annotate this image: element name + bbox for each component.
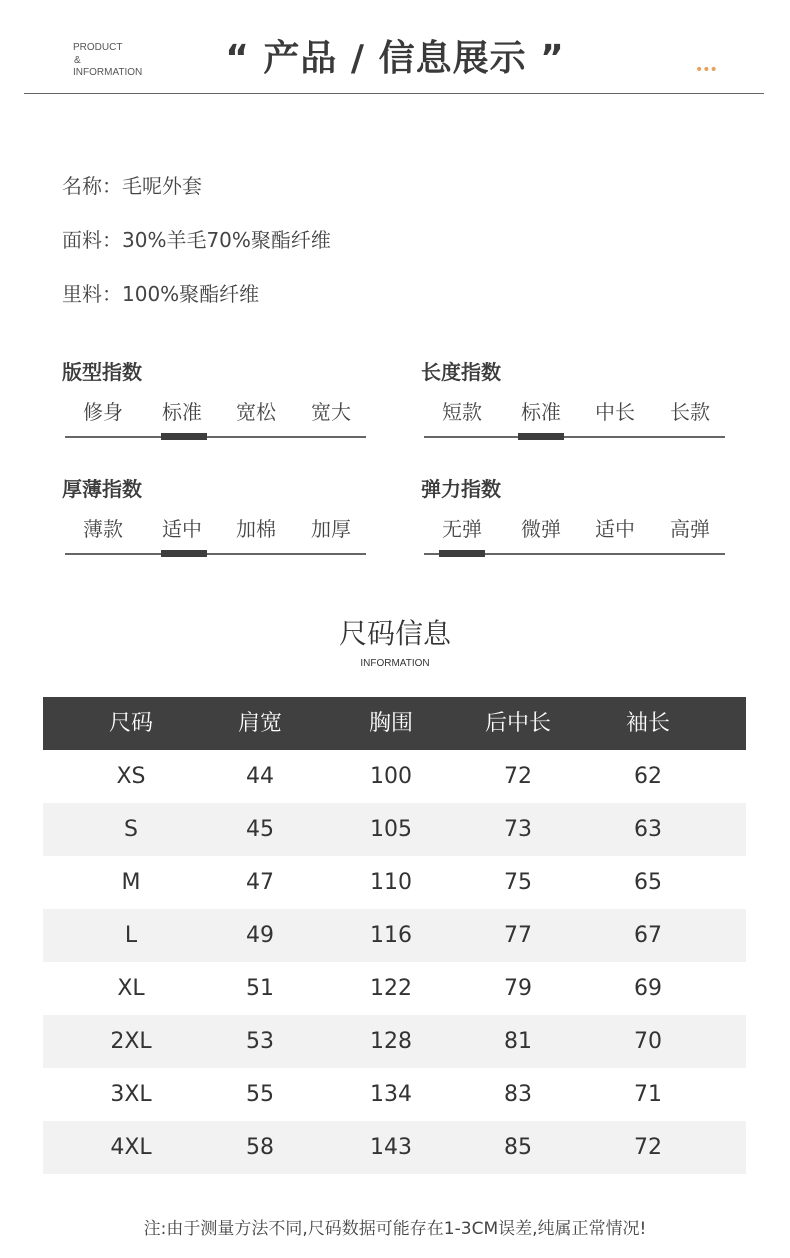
table-cell: S — [124, 817, 138, 842]
table-row — [43, 750, 746, 803]
selected-marker — [161, 433, 207, 440]
selected-marker — [439, 550, 485, 557]
brand-line-product: PRODUCT — [73, 42, 123, 53]
table-cell: M — [121, 870, 141, 895]
product-info — [62, 170, 331, 332]
index-scale-line — [424, 436, 725, 438]
product-fabric: 面料：30%羊毛70%聚酯纤维 — [62, 228, 331, 252]
index-options — [62, 517, 366, 563]
fit-index — [62, 358, 366, 446]
table-cell: 72 — [634, 1135, 662, 1160]
table-cell: 72 — [504, 764, 532, 789]
table-cell: 73 — [504, 817, 532, 842]
index-option-selected: 适中 — [162, 517, 202, 541]
brand-line-information: INFORMATION — [73, 67, 143, 78]
index-option: 适中 — [595, 517, 635, 541]
index-title: 厚薄指数 — [62, 477, 142, 501]
table-cell: 62 — [634, 764, 662, 789]
index-options — [62, 400, 366, 446]
table-row — [43, 909, 746, 962]
index-option: 短款 — [442, 400, 482, 424]
elasticity-index — [421, 475, 725, 563]
product-lining: 里料：100%聚酯纤维 — [62, 282, 260, 306]
table-cell: 44 — [246, 764, 274, 789]
table-cell: 122 — [370, 976, 412, 1001]
table-row — [43, 1015, 746, 1068]
table-header-cell: 后中长 — [484, 711, 551, 736]
measurement-note: 注:由于测量方法不同,尺码数据可能存在1-3CM误差,纯属正常情况! — [143, 1219, 647, 1239]
index-option: 微弹 — [521, 517, 561, 541]
table-cell: 116 — [370, 923, 412, 948]
index-title: 版型指数 — [62, 360, 142, 384]
table-header-cell: 肩宽 — [237, 711, 282, 736]
index-option: 宽松 — [236, 400, 276, 424]
table-cell: 105 — [370, 817, 412, 842]
index-option: 加棉 — [236, 517, 276, 541]
index-option: 长款 — [670, 400, 710, 424]
index-option-selected: 标准 — [521, 400, 561, 424]
table-cell: 75 — [504, 870, 532, 895]
header-divider — [24, 93, 764, 94]
index-option: 薄款 — [83, 517, 123, 541]
table-cell: 49 — [246, 923, 274, 948]
table-cell: 47 — [246, 870, 274, 895]
table-cell: 77 — [504, 923, 532, 948]
index-scale-line — [65, 553, 366, 555]
table-cell: 85 — [504, 1135, 532, 1160]
page-title: “ 产品 / 信息展示 ” — [225, 38, 565, 79]
table-row — [43, 856, 746, 909]
selected-marker — [518, 433, 564, 440]
thickness-index — [62, 475, 366, 563]
table-cell: 143 — [370, 1135, 412, 1160]
product-name: 名称：毛呢外套 — [62, 174, 202, 198]
table-cell: 79 — [504, 976, 532, 1001]
table-cell: XS — [116, 764, 146, 789]
table-cell: 51 — [246, 976, 274, 1001]
table-cell: 70 — [634, 1029, 662, 1054]
selected-marker — [161, 550, 207, 557]
index-option: 高弹 — [670, 517, 710, 541]
length-index — [421, 358, 725, 446]
index-options — [421, 517, 725, 563]
table-row — [43, 1068, 746, 1121]
index-option: 宽大 — [311, 400, 351, 424]
table-cell: 71 — [634, 1082, 662, 1107]
table-header-cell: 尺码 — [108, 711, 153, 736]
table-cell: 63 — [634, 817, 662, 842]
table-cell: 2XL — [110, 1029, 152, 1054]
more-dots-icon: ••• — [695, 62, 717, 78]
table-cell: 58 — [246, 1135, 274, 1160]
size-section-subtitle: INFORMATION — [360, 658, 430, 669]
table-cell: 69 — [634, 976, 662, 1001]
table-cell: 100 — [370, 764, 412, 789]
size-section-title: 尺码信息 — [338, 617, 451, 650]
index-options — [421, 400, 725, 446]
table-cell: 81 — [504, 1029, 532, 1054]
table-cell: L — [124, 923, 138, 948]
table-cell: 4XL — [110, 1135, 152, 1160]
index-title: 弹力指数 — [421, 477, 501, 501]
table-cell: 45 — [246, 817, 274, 842]
table-cell: 53 — [246, 1029, 274, 1054]
table-cell: 134 — [370, 1082, 412, 1107]
table-body — [43, 750, 746, 1174]
table-row — [43, 803, 746, 856]
table-row — [43, 1121, 746, 1174]
index-option: 修身 — [83, 400, 123, 424]
table-header-row — [43, 697, 746, 750]
table-header-cell: 袖长 — [625, 711, 670, 736]
index-option-selected: 标准 — [162, 400, 202, 424]
page-header — [0, 0, 790, 100]
index-option: 加厚 — [311, 517, 351, 541]
size-table — [43, 697, 746, 1174]
table-cell: XL — [117, 976, 145, 1001]
table-cell: 3XL — [110, 1082, 152, 1107]
index-option: 中长 — [595, 400, 635, 424]
table-cell: 65 — [634, 870, 662, 895]
table-row — [43, 962, 746, 1015]
table-cell: 128 — [370, 1029, 412, 1054]
index-option-selected: 无弹 — [442, 517, 482, 541]
index-scale-line — [65, 436, 366, 438]
table-cell: 83 — [504, 1082, 532, 1107]
brand-line-amp: & — [74, 54, 81, 66]
index-title: 长度指数 — [421, 360, 501, 384]
table-header-cell: 胸围 — [368, 711, 413, 736]
table-cell: 67 — [634, 923, 662, 948]
table-cell: 55 — [246, 1082, 274, 1107]
table-cell: 110 — [370, 870, 412, 895]
